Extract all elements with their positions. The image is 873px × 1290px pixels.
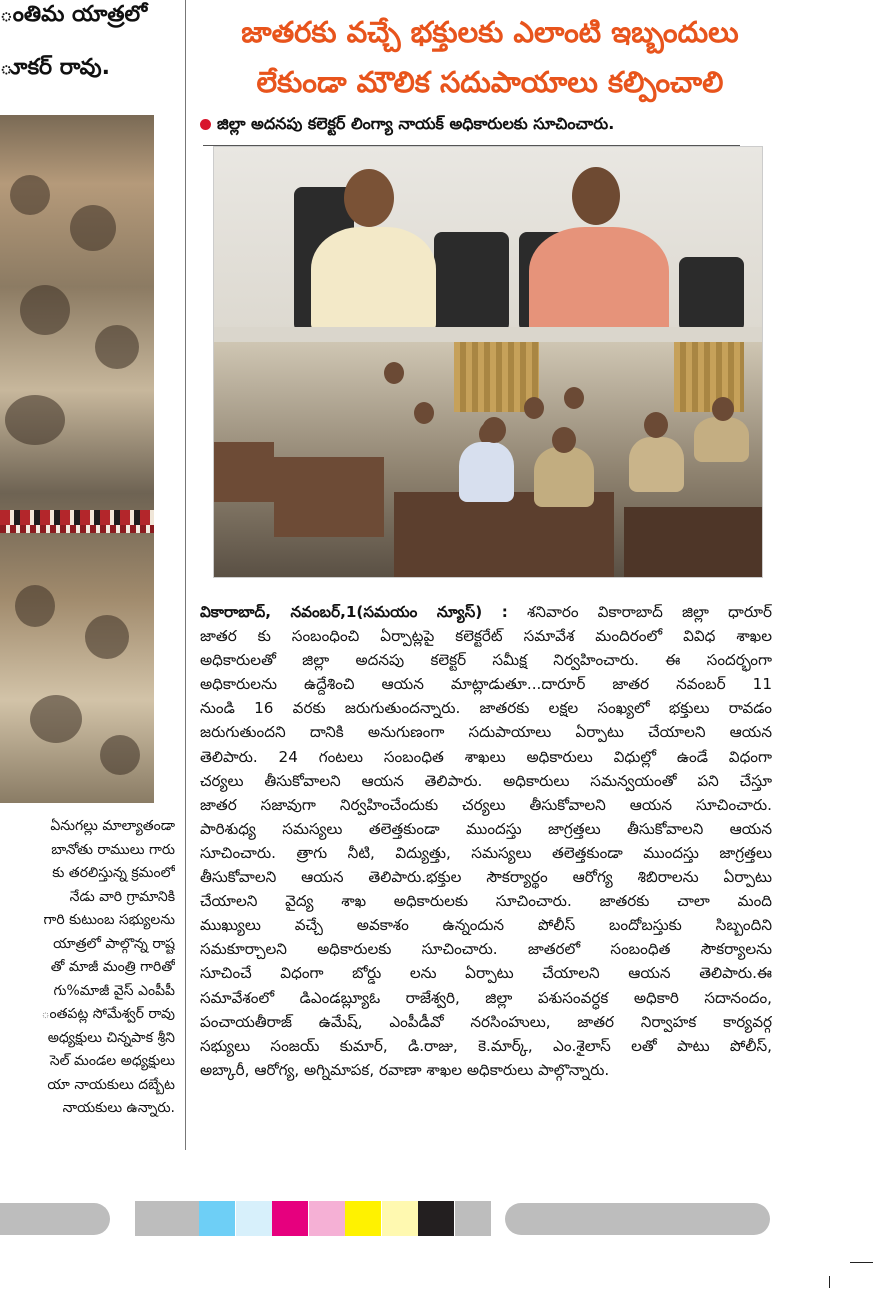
body-line: జాతర సజావుగా నిర్వహించేందుకు చర్యలు తీసుకోవాలని ఆయన సూచించారు. [200, 795, 772, 814]
body-line: సమకూర్చాలని అధికారులకు సూచించారు. జాతరలో సంబంధిత సౌకర్యాలను [200, 940, 772, 959]
color-swatch [382, 1201, 418, 1236]
color-swatch [455, 1201, 491, 1236]
body-line: అధికారులను ఉద్దేశించి ఆయన మాట్లాడుతూ...దారూర్ జాతర నవంబర్ 11 [200, 675, 772, 694]
left-text-line: ంతపట్ల సోమేశ్వర్ రావు [41, 1006, 175, 1022]
body-line-1 [200, 600, 772, 624]
body-line: అధికారులతో జిల్లా అదనపు కలెక్టర్ సమీక్ష నిర్వహించారు. ఈ సందర్భంగా [200, 651, 772, 670]
body-line: తీసుకోవాలని ఆయన తెలిపారు.భక్తుల సౌకర్యార్థం ఆరోగ్య శిబిరాలను ఏర్పాటు [200, 868, 772, 887]
left-text-line: సెల్ మండల అధ్యక్షులు [49, 1053, 175, 1069]
body-line: చేయాలని వైద్య శాఖ అధికారులకు సూచించారు. జాతరకు చాలా మంది [200, 892, 772, 911]
body-line: ముఖ్యులు వచ్చే అవకాశం ఉన్నందున పోలీస్ బందోబస్తుకు సిబ్బందిని [200, 916, 772, 935]
body-line: అబ్కారీ, ఆరోగ్య, అగ్నిమాపక, రవాణా శాఖల అధికారులు పాల్గొన్నారు. [200, 1060, 610, 1079]
left-column-text [0, 815, 175, 1121]
body-line: చర్యలు తీసుకోవాలని ఆయన తెలిపారు. అధికారులు సమన్వయంతో పని చేస్తూ [200, 771, 772, 790]
left-text-line: బానోతు రాములు గారు [51, 841, 175, 858]
body-line: సభ్యులు సంజయ్ కుమార్, డి.రాజు, కె.మార్క్, ఎం.శైలాస్ లతో పాటు పోలీస్, [200, 1036, 772, 1055]
registration-bar-right [505, 1203, 770, 1235]
color-swatch [309, 1201, 345, 1236]
bullet-icon [200, 119, 211, 130]
crop-mark [850, 1262, 873, 1263]
article-dateline: వికారాబాద్, నవంబర్,1(సమయం న్యూస్) : [200, 603, 508, 621]
body-line: జరుగుతుందని దానికి అనుగుణంగా సదుపాయాలు ఏర్పాటు చేయాలని ఆయన [200, 723, 772, 742]
body-line: తెలిపారు. 24 గంటలు సంబంధిత శాఖలు అధికారులు విధుల్లో ఉండే విధంగా [200, 747, 772, 766]
color-swatch [135, 1201, 199, 1236]
left-text-line: యా నాయకులు దబ్బేట [47, 1076, 175, 1093]
body-line: పారిశుధ్య సమస్యలు తలెత్తకుండా ముందస్తు జాగ్రత్తలు తీసుకోవాలని ఆయన [200, 819, 772, 838]
left-crowd-photo [0, 115, 154, 803]
article-headline-line-1: జాతరకు వచ్చే భక్తులకు ఎలాంటి ఇబ్బందులు [241, 15, 739, 49]
color-swatch [199, 1201, 235, 1236]
left-column [0, 0, 185, 1160]
left-headline-line-2: ూకర్ రావు. [0, 55, 111, 80]
color-swatch [272, 1201, 308, 1236]
left-text-line: తో మాజీ మంత్రి గారితో [50, 959, 175, 975]
body-line: పంచాయతీరాజ్ ఉమేష్, ఎంపీడీవో నరసింహులు, జాతర నిర్వాహక కార్యవర్గ [200, 1012, 772, 1031]
body-line: సమావేశంలో డిఎండబ్ల్యూఓ రాజేశ్వరి, జిల్లా పశుసంవర్ధక అధికారి సదానందం, [200, 988, 772, 1007]
crop-mark [829, 1276, 830, 1288]
left-text-line: నాయకులు ఉన్నారు. [62, 1100, 175, 1116]
article-body [200, 600, 772, 1082]
body-line: జాతర కు సంబంధించి ఏర్పాట్లపై కలెక్టరేట్ సమావేశ మందిరంలో వివిధ శాఖల [200, 627, 772, 646]
color-swatch [236, 1201, 272, 1236]
left-text-line: గారి కుటుంబ సభ్యులను [43, 912, 175, 928]
left-text-line: అధ్యక్షులు చిన్నపాక శ్రీని [47, 1029, 175, 1046]
left-text-line: ఏనుగల్లు మాల్యాతండా [50, 818, 175, 834]
color-swatch [345, 1201, 381, 1236]
left-text-line: యాత్రలో పాల్గొన్న రాష్ట [53, 935, 175, 952]
left-text-line: నేడు వారి గ్రామానికి [69, 888, 175, 905]
article-subheadline [200, 114, 760, 137]
body-line-text: శనివారం వికారాబాద్ జిల్లా ధారూర్ [526, 603, 772, 621]
body-line: సూచించే విధంగా బోర్డు లను ఏర్పాటు చేయాలని ఆయన తెలిపారు.ఈ [200, 964, 772, 983]
left-text-line: కు తరలిస్తున్న క్రమంలో [52, 865, 175, 881]
left-text-line: గు%మాజీ వైస్ ఎంపీపీ [53, 982, 175, 999]
registration-bar-left [0, 1203, 110, 1235]
left-headline-line-1: ంతిమ యాత్రలో [0, 2, 148, 27]
color-swatch [418, 1201, 454, 1236]
column-divider [185, 0, 186, 1150]
body-line: నుండి 16 వరకు జరుగుతుందన్నారు. జాతరకు లక్షల సంఖ్యలో భక్తులు రావడం [200, 699, 772, 718]
meeting-photo [213, 146, 763, 578]
body-line: సూచించారు. త్రాగు నీటి, విద్యుత్తు, సమస్యలు తలెత్తకుండా ముందస్తు జాగ్రత్తలు [200, 843, 772, 862]
subheadline-text: జిల్లా అదనపు కలెక్టర్ లింగ్యా నాయక్ అధికారులకు సూచించారు. [217, 114, 615, 133]
article-headline-line-2: లేకుండా మౌలిక సదుపాయాలు కల్పించాలి [256, 65, 724, 99]
